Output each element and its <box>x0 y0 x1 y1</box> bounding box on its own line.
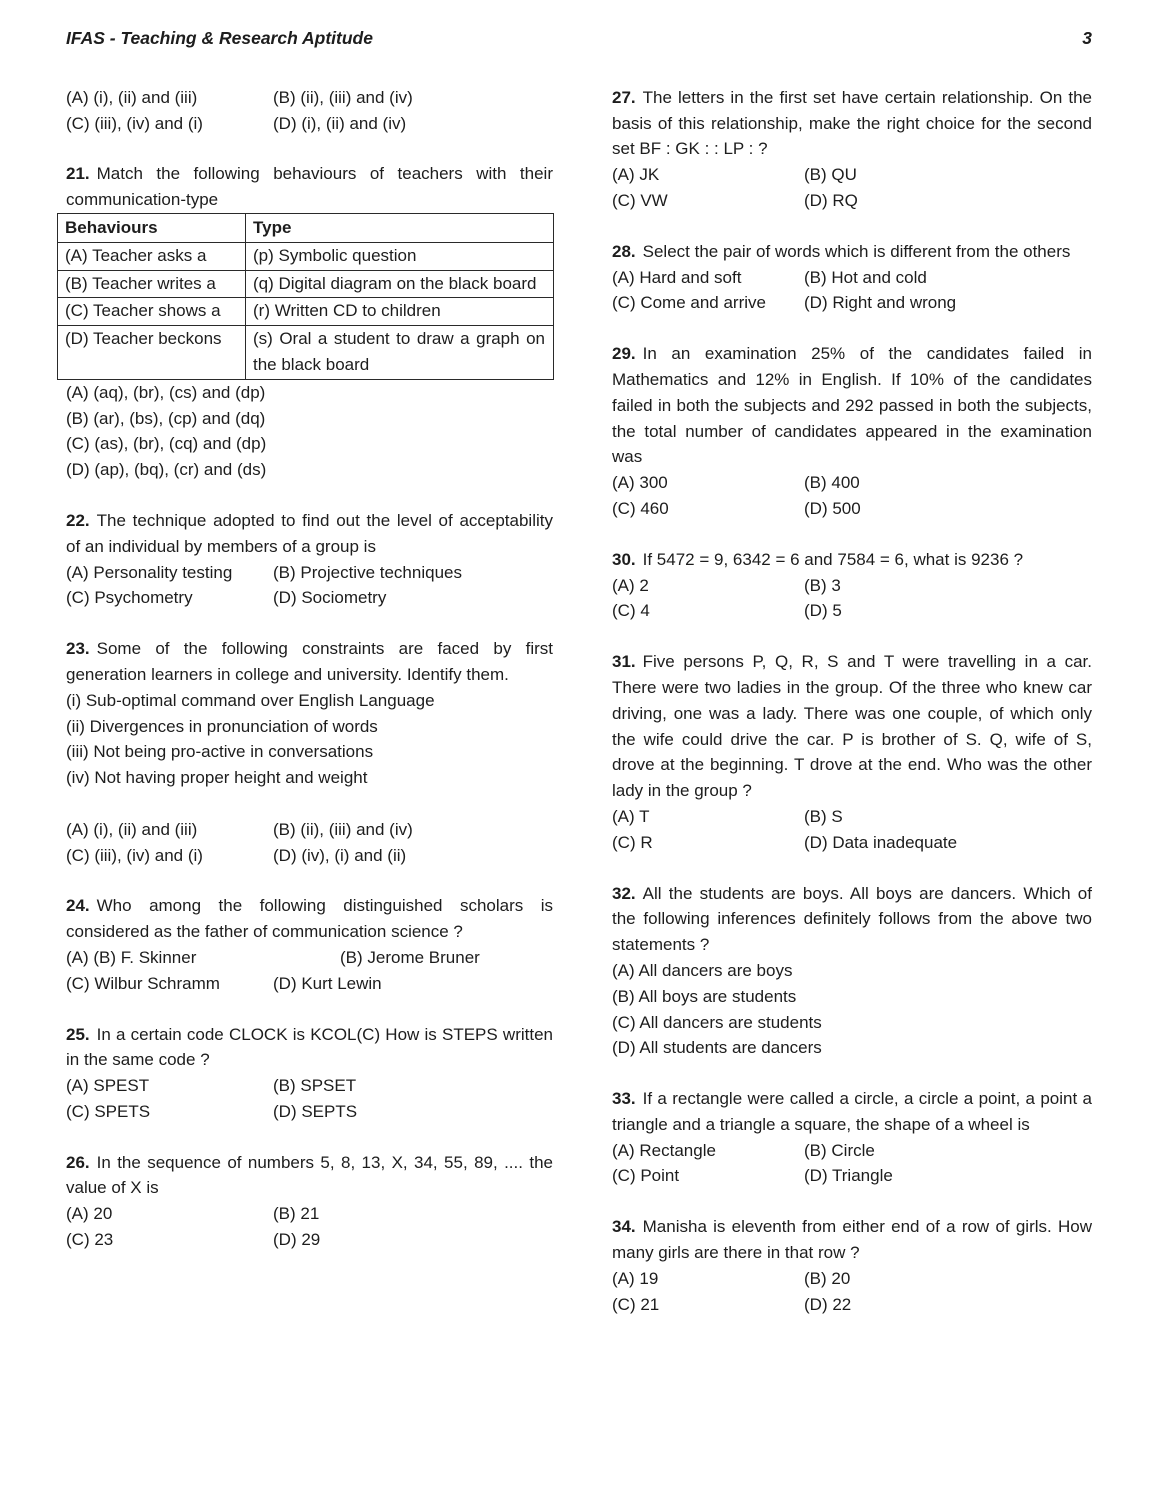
option-d: (D) RQ <box>804 190 858 210</box>
options-row <box>612 1292 1092 1318</box>
question-number: 31. <box>612 652 636 672</box>
page-header <box>66 26 1092 52</box>
table-header-cell: Behaviours <box>58 213 246 242</box>
table-row <box>58 270 554 298</box>
question-23 <box>66 636 553 868</box>
question-body: Five persons P, Q, R, S and T were travelling in a car. There were two ladies in the group. Of the three who knew car driving, one was a lady. There was one couple, of which only the wife could drive the car. P is brother of S. Q, wife of S, drove at the beginning. T drove at the end. Who was the other lady in the group ? <box>612 652 1092 801</box>
option-d: (D) 5 <box>804 601 842 621</box>
option-d: (D) Kurt Lewin <box>273 973 382 993</box>
option-d: (D) Data inadequate <box>804 832 958 852</box>
question-text <box>66 1022 553 1074</box>
option-d: (D) SEPTS <box>273 1101 358 1121</box>
option-d: (D) (iv), (i) and (ii) <box>273 845 407 865</box>
question-body: All the students are boys. All boys are dancers. Which of the following inferences definitely follows from the above two statements ? <box>612 883 1092 955</box>
question-body: If 5472 = 9, 6342 = 6 and 7584 = 6, what is 9236 ? <box>642 549 1024 569</box>
options-row <box>66 945 553 971</box>
option-a: (A) Rectangle <box>612 1140 716 1160</box>
options-row <box>66 560 553 586</box>
page-number: 3 <box>1082 28 1092 48</box>
option-b: (B) (ar), (bs), (cp) and (dq) <box>66 408 266 428</box>
question-text <box>66 508 553 560</box>
question-body: Select the pair of words which is different from the others <box>642 241 1071 261</box>
statement-i: (i) Sub-optimal command over English Language <box>66 690 435 710</box>
question-body: Who among the following distinguished scholars is considered as the father of communication science ? <box>66 896 553 942</box>
option-c: (C) Come and arrive <box>612 293 766 313</box>
options-row <box>612 804 1092 830</box>
option-a: (A) (i), (ii) and (iii) <box>66 87 198 107</box>
option-c: (C) SPETS <box>66 1101 151 1121</box>
option-b: (B) 20 <box>804 1268 851 1288</box>
question-body: In the sequence of numbers 5, 8, 13, X, 34, 55, 89, .... the value of X is <box>66 1152 553 1198</box>
options-row <box>612 1163 1092 1189</box>
question-28 <box>612 239 1092 316</box>
statement-iv: (iv) Not having proper height and weight <box>66 768 368 788</box>
option-b: (B) 3 <box>804 575 841 595</box>
option-c: (C) (iii), (iv) and (i) <box>66 113 203 133</box>
option-a: (A) (aq), (br), (cs) and (dp) <box>66 382 266 402</box>
option-a: (A) (B) F. Skinner <box>66 947 197 967</box>
question-text <box>612 1086 1092 1138</box>
question-24 <box>66 893 553 996</box>
column-left <box>66 85 553 1318</box>
option-b: (B) 21 <box>273 1204 320 1224</box>
table-cell: (s) Oral a student to draw a graph on the black board <box>246 326 554 380</box>
options-row <box>612 1138 1092 1164</box>
question-body: Some of the following constraints are faced by first generation learners in college and university. Identify them. <box>66 639 553 684</box>
question-number: 27. <box>612 87 636 107</box>
option-d: (D) 29 <box>273 1230 321 1250</box>
question-number: 23. <box>66 639 90 659</box>
option-b: (B) Hot and cold <box>804 267 927 287</box>
question-25 <box>66 1022 553 1125</box>
table-header-cell: Type <box>246 213 554 242</box>
table-cell: (D) Teacher beckons <box>58 326 246 380</box>
option-b: (B) Projective techniques <box>273 562 462 582</box>
question-body: If a rectangle were called a circle, a circle a point, a point a triangle and a triangle a square, the shape of a wheel is <box>612 1089 1092 1134</box>
options-row <box>612 265 1092 291</box>
question-26 <box>66 1150 553 1253</box>
options-row <box>66 1201 553 1227</box>
option-b: (B) Circle <box>804 1140 875 1160</box>
option-c: (C) 23 <box>66 1230 114 1250</box>
option-d: (D) Triangle <box>804 1166 893 1186</box>
table-header-row <box>58 213 554 242</box>
option-d: (D) 22 <box>804 1294 852 1314</box>
question-number: 33. <box>612 1089 636 1109</box>
option-c: (C) R <box>612 832 653 852</box>
table-cell: (r) Written CD to children <box>246 298 554 326</box>
option-b: (B) SPSET <box>273 1076 357 1096</box>
carryover-options <box>66 85 553 137</box>
options-row <box>66 111 553 137</box>
options-row <box>66 1227 553 1253</box>
option-c: (C) (as), (br), (cq) and (dp) <box>66 434 267 454</box>
question-number: 30. <box>612 549 636 569</box>
statement-iii: (iii) Not being pro-active in conversations <box>66 742 374 762</box>
question-body: The letters in the first set have certain relationship. On the basis of this relationship, make the right choice for the second set BF : GK : : LP : ? <box>612 87 1092 159</box>
question-number: 29. <box>612 344 636 364</box>
question-30 <box>612 547 1092 624</box>
option-c: (C) VW <box>612 190 668 210</box>
option-a: (A) 2 <box>612 575 649 595</box>
question-number: 25. <box>66 1024 90 1044</box>
option-a: (A) All dancers are boys <box>612 960 793 980</box>
option-c: (C) (iii), (iv) and (i) <box>66 845 203 865</box>
option-b: (B) (ii), (iii) and (iv) <box>273 87 413 107</box>
option-c: (C) Point <box>612 1166 680 1186</box>
option-b: (B) Jerome Bruner <box>340 947 480 967</box>
option-c: (C) 21 <box>612 1294 660 1314</box>
question-number: 28. <box>612 241 636 261</box>
option-d: (D) (ap), (bq), (cr) and (ds) <box>66 460 267 480</box>
two-column-layout <box>66 85 1159 1318</box>
option-b: (B) (ii), (iii) and (iv) <box>273 819 413 839</box>
question-29 <box>612 341 1092 522</box>
table-cell: (C) Teacher shows a <box>58 298 246 326</box>
question-32 <box>612 881 1092 1062</box>
question-number: 24. <box>66 896 90 916</box>
options-row <box>66 1099 553 1125</box>
options-row <box>66 1073 553 1099</box>
options-row <box>612 188 1092 214</box>
options-row <box>612 470 1092 496</box>
options-row <box>612 496 1092 522</box>
option-c: (C) Psychometry <box>66 588 193 608</box>
question-text <box>612 341 1092 470</box>
question-text <box>612 547 1092 573</box>
question-number: 34. <box>612 1217 636 1237</box>
question-22 <box>66 508 553 611</box>
document-title: IFAS - Teaching & Research Aptitude <box>66 28 373 48</box>
column-right <box>612 85 1092 1318</box>
question-body: In an examination 25% of the candidates failed in Mathematics and 12% in English. If 10% of the candidates failed in both the subjects and 292 passed in both the subjects, the total number of candidates appeared in the examination was <box>612 344 1092 467</box>
question-text <box>66 1150 553 1202</box>
option-a: (A) (i), (ii) and (iii) <box>66 819 198 839</box>
options-row <box>66 843 553 869</box>
question-number: 22. <box>66 510 90 530</box>
table-row <box>58 242 554 270</box>
option-a: (A) Personality testing <box>66 562 233 582</box>
match-table <box>57 213 554 380</box>
table-cell: (A) Teacher asks a <box>58 242 246 270</box>
option-c: (C) 460 <box>612 498 669 518</box>
option-a: (A) JK <box>612 165 660 185</box>
table-cell: (p) Symbolic question <box>246 242 554 270</box>
table-row <box>58 298 554 326</box>
question-number: 21. <box>66 164 90 184</box>
question-text <box>66 161 553 213</box>
options-row <box>612 290 1092 316</box>
option-a: (A) 19 <box>612 1268 659 1288</box>
option-b: (B) QU <box>804 165 857 185</box>
option-d: (D) 500 <box>804 498 861 518</box>
options-row <box>612 1266 1092 1292</box>
options-row <box>612 573 1092 599</box>
question-number: 32. <box>612 883 636 903</box>
question-31 <box>612 649 1092 855</box>
options-row <box>66 971 553 997</box>
option-a: (A) 300 <box>612 473 668 493</box>
question-text <box>612 239 1092 265</box>
option-a: (A) Hard and soft <box>612 267 742 287</box>
table-row <box>58 326 554 380</box>
option-b: (B) 400 <box>804 473 860 493</box>
options-row <box>66 85 553 111</box>
option-c: (C) Wilbur Schramm <box>66 973 220 993</box>
question-text <box>612 881 1092 958</box>
question-body: Manisha is eleventh from either end of a row of girls. How many girls are there in that row ? <box>612 1217 1092 1263</box>
question-33 <box>612 1086 1092 1189</box>
question-body: Match the following behaviours of teachers with their communication-type <box>66 164 553 210</box>
option-c: (C) 4 <box>612 601 650 621</box>
options-row <box>612 162 1092 188</box>
statement-ii: (ii) Divergences in pronunciation of words <box>66 716 378 736</box>
question-text <box>612 85 1092 162</box>
option-b: (B) S <box>804 806 843 826</box>
question-body: The technique adopted to find out the level of acceptability of an individual by members of a group is <box>66 510 553 556</box>
option-a: (A) 20 <box>66 1204 113 1224</box>
table-cell: (B) Teacher writes a <box>58 270 246 298</box>
option-d: (D) (i), (ii) and (iv) <box>273 113 407 133</box>
question-34 <box>612 1214 1092 1317</box>
options-row <box>612 598 1092 624</box>
question-text <box>66 893 553 945</box>
question-text <box>612 649 1092 804</box>
options-row <box>66 817 553 843</box>
question-21 <box>66 161 553 483</box>
option-d: (D) Right and wrong <box>804 293 957 313</box>
question-number: 26. <box>66 1152 90 1172</box>
question-text <box>66 636 553 688</box>
question-text <box>612 1214 1092 1266</box>
question-body: In a certain code CLOCK is KCOL(C) How is STEPS written in the same code ? <box>66 1024 553 1070</box>
option-b: (B) All boys are students <box>612 986 797 1006</box>
option-d: (D) All students are dancers <box>612 1038 822 1058</box>
table-cell: (q) Digital diagram on the black board <box>246 270 554 298</box>
option-a: (A) T <box>612 806 650 826</box>
option-c: (C) All dancers are students <box>612 1012 822 1032</box>
option-a: (A) SPEST <box>66 1076 150 1096</box>
options-row <box>612 830 1092 856</box>
question-27 <box>612 85 1092 214</box>
option-d: (D) Sociometry <box>273 588 387 608</box>
options-row <box>66 585 553 611</box>
